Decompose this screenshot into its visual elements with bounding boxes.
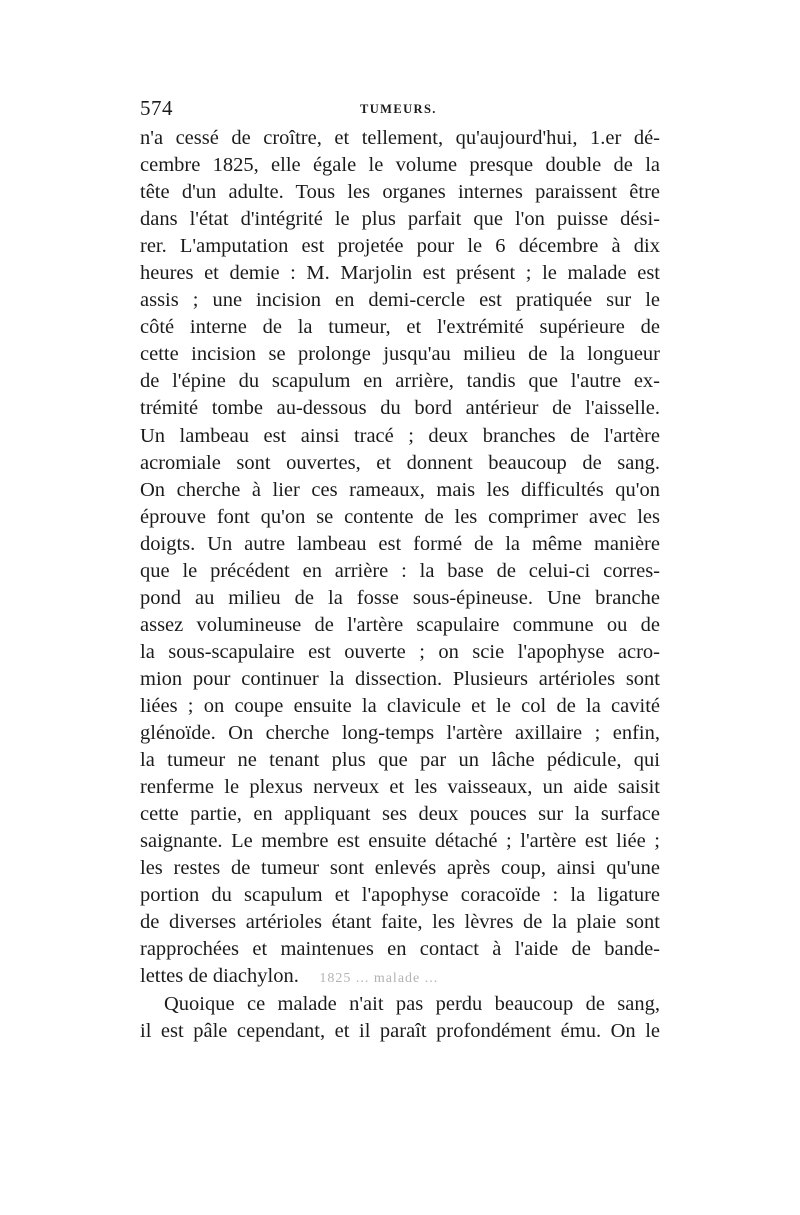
text-line: pond au milieu de la fosse sous-épineuse. Une branche bbox=[140, 586, 660, 609]
text-line: la tumeur ne tenant plus que par un lâche pédicule, qui bbox=[140, 749, 660, 772]
text-line: saignante. Le membre est ensuite détaché ; l'artère est liée ; bbox=[140, 830, 660, 853]
text-line: n'a cessé de croître, et tellement, qu'aujourd'hui, 1.er dé- bbox=[140, 127, 660, 149]
text-line: cette partie, en appliquant ses deux pouces sur la surface bbox=[140, 803, 660, 826]
text-line: côté interne de la tumeur, et l'extrémité supérieure de bbox=[140, 316, 660, 339]
text-line: de diverses artérioles étant faite, les lèvres de la plaie sont bbox=[140, 911, 660, 934]
text-line-content: lettes de diachylon. bbox=[140, 965, 299, 988]
paragraph-amputation-account bbox=[140, 125, 660, 991]
text-line: glénoïde. On cherche long-temps l'artère axillaire ; enfin, bbox=[140, 722, 660, 745]
text-line: trémité tombe au-dessous du bord antérieur de l'aisselle. bbox=[140, 397, 660, 420]
paragraph-patient-condition bbox=[140, 991, 660, 1045]
text-line: rer. L'amputation est projetée pour le 6 décembre à dix bbox=[140, 235, 660, 258]
text-line: heures et demie : M. Marjolin est présent ; le malade est bbox=[140, 262, 660, 285]
text-line: cette incision se prolonge jusqu'au milieu de la longueur bbox=[140, 343, 660, 366]
text-line: doigts. Un autre lambeau est formé de la même manière bbox=[140, 532, 660, 555]
text-line: renferme le plexus nerveux et les vaisseaux, un aide saisit bbox=[140, 776, 660, 799]
text-line: cembre 1825, elle égale le volume presque double de la bbox=[140, 154, 660, 177]
text-line: de l'épine du scapulum en arrière, tandis que l'autre ex- bbox=[140, 370, 660, 393]
text-line-last bbox=[140, 963, 660, 990]
text-line: On cherche à lier ces rameaux, mais les difficultés qu'on bbox=[140, 478, 660, 501]
text-line: assez volumineuse de l'artère scapulaire commune ou de bbox=[140, 613, 660, 636]
page-number: 574 bbox=[140, 96, 173, 120]
text-line: mion pour continuer la dissection. Plusieurs artérioles sont bbox=[140, 667, 660, 690]
text-line: liées ; on coupe ensuite la clavicule et le col de la cavité bbox=[140, 694, 660, 717]
running-head: TUMEURS. bbox=[360, 102, 437, 116]
text-line: rapprochées et maintenues en contact à l'aide de bande- bbox=[140, 938, 660, 961]
text-line: il est pâle cependant, et il paraît profondément ému. On le bbox=[140, 1019, 660, 1042]
text-line: que le précédent en arrière : la base de celui-ci corres- bbox=[140, 559, 660, 582]
bleed-through-text: 1825 ... malade ... bbox=[319, 971, 439, 987]
page-header bbox=[140, 96, 660, 126]
text-line: la sous-scapulaire est ouverte ; on scie l'apophyse acro- bbox=[140, 640, 660, 663]
text-line: éprouve font qu'on se contente de les comprimer avec les bbox=[140, 505, 660, 528]
text-line: Un lambeau est ainsi tracé ; deux branches de l'artère bbox=[140, 424, 660, 447]
text-line: portion du scapulum et l'apophyse coracoïde : la ligature bbox=[140, 884, 660, 907]
text-line: dans l'état d'intégrité le plus parfait que l'on puisse dési- bbox=[140, 208, 660, 231]
text-line-first: Quoique ce malade n'ait pas perdu beaucoup de sang, bbox=[164, 992, 660, 1015]
text-line: les restes de tumeur sont enlevés après coup, ainsi qu'une bbox=[140, 857, 660, 880]
text-line: assis ; une incision en demi-cercle est pratiquée sur le bbox=[140, 289, 660, 312]
text-line: acromiale sont ouvertes, et donnent beaucoup de sang. bbox=[140, 451, 660, 474]
body-text bbox=[140, 125, 660, 1045]
text-line: tête d'un adulte. Tous les organes internes paraissent être bbox=[140, 181, 660, 204]
